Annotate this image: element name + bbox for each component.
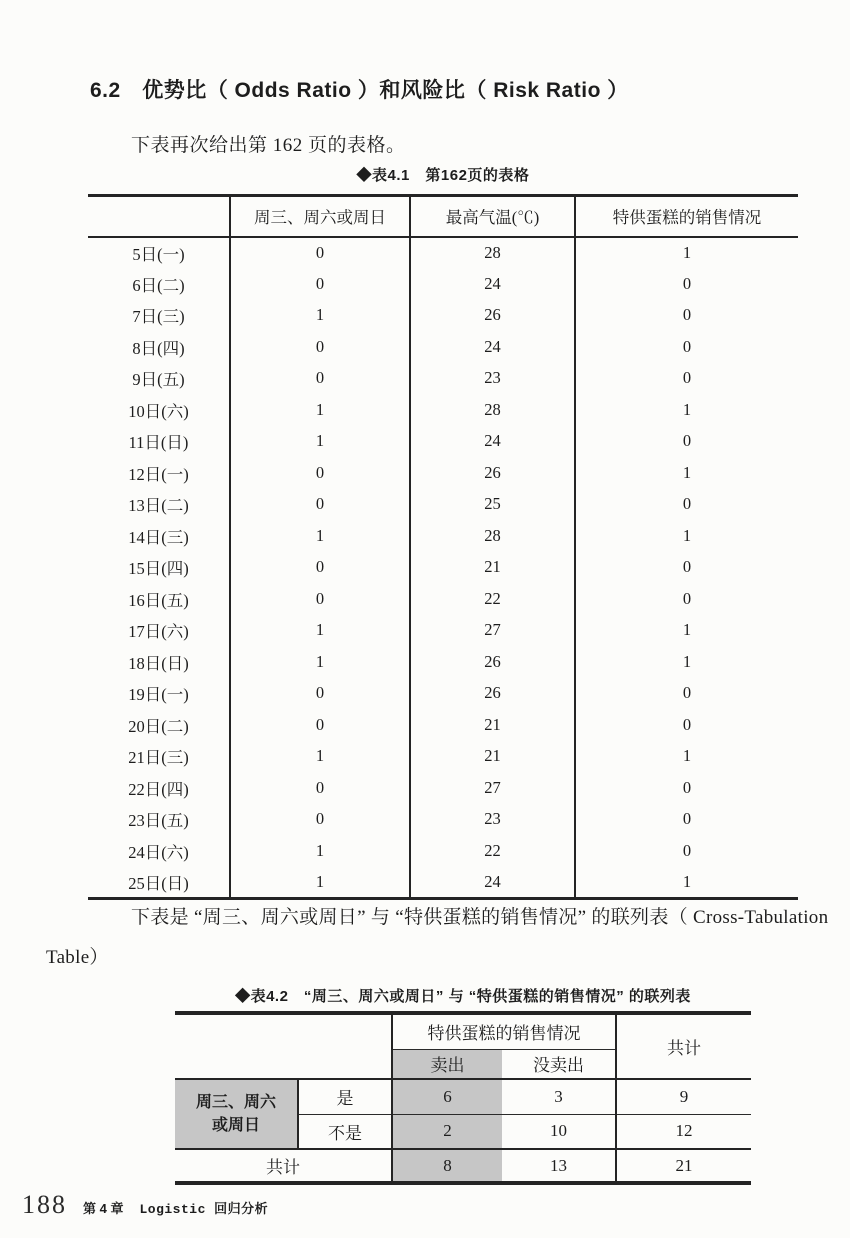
- table1-body: [88, 237, 798, 899]
- table1-cell: 21: [410, 552, 575, 584]
- table2-cell-total-sold: 8: [392, 1149, 502, 1183]
- table1-cell: 0: [575, 268, 798, 300]
- table1-cell: 0: [575, 804, 798, 836]
- table1-row-label: 8日(四): [132, 338, 185, 358]
- table2-row-group-label: 周三、周六 或周日: [175, 1079, 298, 1149]
- table2-total-col-header: 共计: [616, 1013, 751, 1079]
- table1-cell: 0: [230, 772, 410, 804]
- table1-row-label: 12日(一): [128, 464, 189, 484]
- table1-row-label: 24日(六): [128, 842, 189, 862]
- table1-cell: 1: [575, 237, 798, 269]
- table1-row: [88, 772, 798, 804]
- table1-cell: 0: [230, 489, 410, 521]
- table1-cell: 0: [230, 678, 410, 710]
- table1-row: [88, 678, 798, 710]
- table1-cell: 0: [575, 709, 798, 741]
- table1-cell: 0: [230, 268, 410, 300]
- crosstab-paragraph: [46, 898, 842, 978]
- table1-row-label: 14日(三): [128, 527, 189, 547]
- table1-cell: 0: [575, 552, 798, 584]
- table1-row-label: 9日(五): [132, 370, 185, 390]
- table1-cell: 23: [410, 363, 575, 395]
- table1-row-label: 6日(二): [132, 275, 185, 295]
- table2-caption: ◆表4.2 “周三、周六或周日” 与 “特供蛋糕的销售情况” 的联列表: [235, 988, 691, 1005]
- table1-cell: 24: [410, 268, 575, 300]
- table1-cell: 0: [575, 678, 798, 710]
- table1-cell: 28: [410, 520, 575, 552]
- table1-cell: 1: [575, 457, 798, 489]
- table1-cell: 0: [575, 835, 798, 867]
- section-heading: 6.2 优势比（ Odds Ratio ）和风险比（ Risk Ratio ）: [90, 79, 629, 102]
- table1-cell: 21: [410, 709, 575, 741]
- table1-cell: 26: [410, 457, 575, 489]
- table1-row-label: 21日(三): [128, 748, 189, 768]
- table1-row-label: 18日(日): [128, 653, 189, 673]
- table-4-2: [175, 1011, 751, 1185]
- table2-cell-yes-sold: 6: [392, 1079, 502, 1114]
- table2-subheader-notsold: 没卖出: [502, 1049, 616, 1079]
- table1-cell: 1: [575, 615, 798, 647]
- table1-cell: 0: [575, 583, 798, 615]
- chapter-title: Logistic 回归分析: [139, 1202, 269, 1217]
- table1-row: [88, 300, 798, 332]
- chapter-label: 第 4 章: [83, 1201, 124, 1216]
- table1-cell: 28: [410, 394, 575, 426]
- table1-row: [88, 394, 798, 426]
- table2-row-label-yes: 是: [298, 1079, 392, 1114]
- table1-cell: 26: [410, 678, 575, 710]
- table1-cell: 1: [230, 520, 410, 552]
- table2-total-row-label: 共计: [175, 1149, 392, 1183]
- table1-row: [88, 583, 798, 615]
- crosstab-paragraph-line2: Table）: [46, 947, 109, 968]
- table1-cell: 21: [410, 741, 575, 773]
- table2-row-yes: [175, 1079, 751, 1114]
- table1-cell: 1: [575, 520, 798, 552]
- table1-row: [88, 331, 798, 363]
- table1-row-label: 19日(一): [128, 685, 189, 705]
- table1-row: [88, 804, 798, 836]
- page-number: 188: [22, 1190, 67, 1219]
- table1-row-label: 20日(二): [128, 716, 189, 736]
- table1-row-label: 7日(三): [132, 307, 185, 327]
- table-4-1: [88, 194, 798, 900]
- table1-row: [88, 835, 798, 867]
- table1-row-label: 25日(日): [128, 873, 189, 893]
- table1-cell: 28: [410, 237, 575, 269]
- table1-row: [88, 709, 798, 741]
- table1-row: [88, 237, 798, 269]
- table2-group-header: 特供蛋糕的销售情况: [392, 1013, 616, 1049]
- table1-cell: 0: [230, 583, 410, 615]
- table1-cell: 0: [575, 772, 798, 804]
- table1-row: [88, 363, 798, 395]
- table1-cell: 27: [410, 772, 575, 804]
- table1-row: [88, 489, 798, 521]
- table1-cell: 24: [410, 331, 575, 363]
- table1-cell: 0: [575, 300, 798, 332]
- table1-header-weekendflag: 周三、周六或周日: [230, 196, 410, 237]
- table1-row: [88, 426, 798, 458]
- table1-row: [88, 646, 798, 678]
- table1-row: [88, 741, 798, 773]
- table1-cell: 1: [230, 394, 410, 426]
- table1-row-label: 15日(四): [128, 559, 189, 579]
- table1-row-label: 5日(一): [132, 244, 185, 264]
- table2-cell-grand-total: 21: [616, 1149, 751, 1183]
- table1-row-label: 23日(五): [128, 811, 189, 831]
- table2-subheader-sold: 卖出: [392, 1049, 502, 1079]
- table1-cell: 0: [575, 489, 798, 521]
- table1-cell: 24: [410, 867, 575, 899]
- table1-cell: 27: [410, 615, 575, 647]
- table1-row-label: 11日(日): [128, 433, 189, 453]
- intro-paragraph: 下表再次给出第 162 页的表格。: [131, 135, 406, 156]
- table1-cell: 23: [410, 804, 575, 836]
- table1-row-label: 10日(六): [128, 401, 189, 421]
- crosstab-paragraph-line1: 下表是 “周三、周六或周日” 与 “特供蛋糕的销售情况” 的联列表（ Cross-Tabulation: [131, 907, 829, 928]
- table1-cell: 1: [575, 646, 798, 678]
- table1-cell: 0: [230, 457, 410, 489]
- table1-cell: 1: [230, 646, 410, 678]
- table2-row-label-no: 不是: [298, 1114, 392, 1149]
- table1-cell: 1: [575, 867, 798, 899]
- table1-cell: 0: [230, 552, 410, 584]
- table1-cell: 1: [230, 615, 410, 647]
- table1-header-cakesales: 特供蛋糕的销售情况: [575, 196, 798, 237]
- table1-cell: 0: [230, 709, 410, 741]
- table1-cell: 1: [230, 741, 410, 773]
- table1-header-row: [88, 196, 798, 237]
- table1-cell: 0: [230, 363, 410, 395]
- table1-cell: 0: [230, 237, 410, 269]
- table2-header-row-1: [175, 1013, 751, 1049]
- table1-cell: 1: [575, 394, 798, 426]
- table1-row: [88, 457, 798, 489]
- table1-cell: 26: [410, 300, 575, 332]
- table1-cell: 25: [410, 489, 575, 521]
- table2-cell-yes-total: 9: [616, 1079, 751, 1114]
- table1-cell: 1: [230, 426, 410, 458]
- table2-cell-no-notsold: 10: [550, 1121, 567, 1141]
- table1-row: [88, 867, 798, 899]
- table1-cell: 26: [410, 646, 575, 678]
- table1-row-label: 22日(四): [128, 779, 189, 799]
- table1-cell: 0: [575, 426, 798, 458]
- table1-row: [88, 552, 798, 584]
- table2-total-row: [175, 1149, 751, 1183]
- table1-cell: 24: [410, 426, 575, 458]
- table1-cell: 1: [575, 741, 798, 773]
- table1-row: [88, 520, 798, 552]
- table1-cell: 1: [230, 835, 410, 867]
- table1-row: [88, 615, 798, 647]
- table1-row-label: 17日(六): [128, 622, 189, 642]
- table1-row-label: 13日(二): [128, 496, 189, 516]
- table1-cell: 22: [410, 835, 575, 867]
- table1-cell: 22: [410, 583, 575, 615]
- table1-caption: ◆表4.1 第162页的表格: [356, 167, 530, 184]
- table1-cell: 1: [230, 867, 410, 899]
- table1-header-empty: [88, 196, 230, 237]
- table2-corner-empty: [175, 1013, 392, 1079]
- table1-row-label: 16日(五): [128, 590, 189, 610]
- table1-cell: 0: [575, 363, 798, 395]
- table2-cell-no-total: 12: [616, 1114, 751, 1149]
- page-footer: [22, 1190, 268, 1220]
- table1-header-maxtemp: 最高气温(℃): [410, 196, 575, 237]
- table2-cell-yes-notsold: 3: [502, 1079, 616, 1114]
- table1-row: [88, 268, 798, 300]
- table1-cell: 0: [575, 331, 798, 363]
- table2-cell-no-sold: 2: [392, 1114, 502, 1149]
- table1-cell: 0: [230, 804, 410, 836]
- table1-cell: 0: [230, 331, 410, 363]
- table1-cell: 1: [230, 300, 410, 332]
- table2-cell-total-notsold: 13: [502, 1149, 616, 1183]
